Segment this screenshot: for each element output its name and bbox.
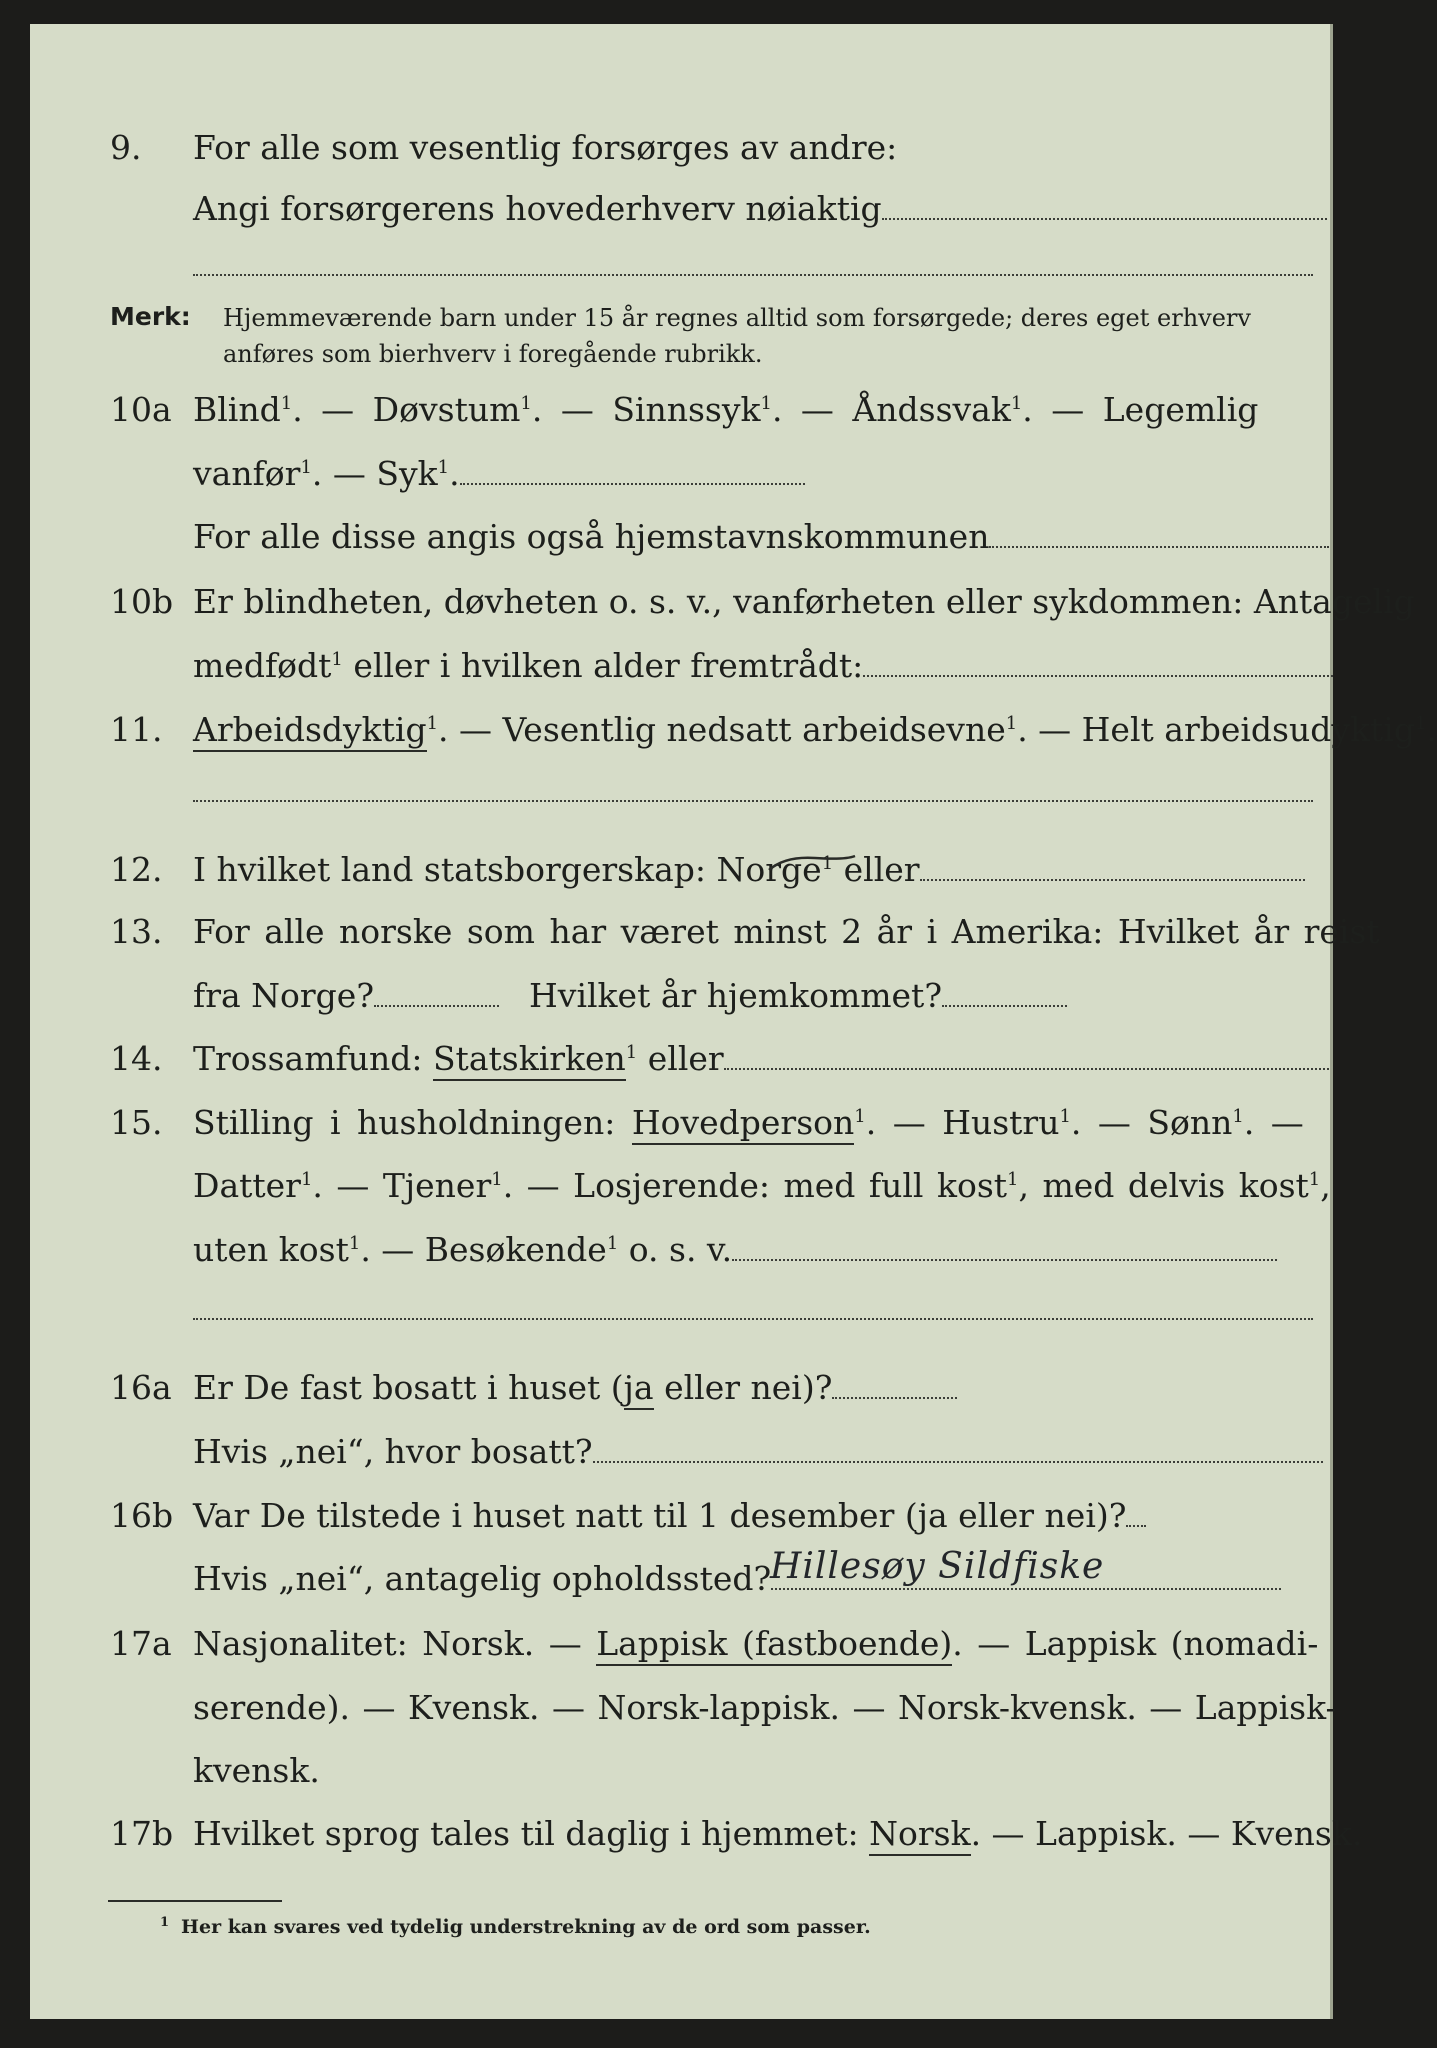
q16b-tilstede: Var De tilstede i huset natt til 1 desember (ja eller nei)? — [193, 1496, 1127, 1535]
q13-hjemkommet: Hvilket år hjemkommet? — [529, 976, 943, 1015]
q13-number: 13. — [110, 912, 163, 951]
q10a-hjemstavn: For alle disse angis også hjemstavnskommunen — [193, 517, 990, 556]
q11-udyktig: . — Helt arbeidsudyktig — [1017, 710, 1415, 749]
q14-answer-line[interactable] — [724, 1067, 1329, 1070]
q10a-sinnssyk: . — Sinnssyk — [531, 390, 761, 429]
q15-hustru: . — Hustru — [865, 1103, 1060, 1142]
q15-datter: Datter — [193, 1166, 301, 1205]
q11-number: 11. — [110, 710, 163, 749]
q14-text: Trossamfund: — [193, 1039, 433, 1078]
q17a-text-3: kvensk. — [193, 1751, 320, 1790]
q15-tjener: . — Tjener — [312, 1166, 492, 1205]
q15-sonn: . — Sønn — [1070, 1103, 1233, 1142]
q17a-number: 17a — [110, 1624, 172, 1663]
q12-number: 12. — [110, 850, 163, 889]
q9-answer-line-2[interactable] — [193, 274, 1313, 276]
q16a-number: 16a — [110, 1368, 172, 1407]
q10b-answer-line[interactable] — [863, 674, 1333, 677]
q14-statskirken[interactable]: Statskirken — [433, 1039, 626, 1081]
q16b-answer-line[interactable] — [1126, 1524, 1146, 1527]
q17b-norsk[interactable]: Norsk — [869, 1814, 970, 1856]
q16a-ja[interactable]: ja — [624, 1368, 654, 1410]
q9-answer-line[interactable] — [882, 217, 1327, 220]
footnote-rule — [108, 1900, 282, 1902]
q16a-answer-line[interactable] — [832, 1396, 957, 1399]
q10a-vanfor: vanfør — [193, 454, 301, 493]
q15-besokende: . — Besøkende — [360, 1230, 607, 1269]
q10a-andssvak: . — Åndssvak — [771, 390, 1011, 429]
q15-hovedperson[interactable]: Hovedperson — [632, 1103, 854, 1145]
q11-nedsatt: . — Vesentlig nedsatt arbeidsevne — [438, 710, 1006, 749]
footnote-text: Her kan svares ved tydelig understrekning av de ord som passer. — [181, 1916, 871, 1938]
q16a-bosatt-line[interactable] — [593, 1460, 1323, 1463]
q10a-hjemstavn-line[interactable] — [989, 545, 1329, 548]
q16b-handwritten-answer[interactable]: Hillesøy Sildfiske — [770, 1546, 1105, 1587]
q10b-medfodt: medfødt — [193, 646, 332, 685]
q9-text: For alle som vesentlig forsørges av andre: — [193, 128, 898, 167]
q10a-answer-line[interactable] — [460, 482, 805, 485]
q11-arbeidsdyktig[interactable]: Arbeidsdyktig — [193, 710, 427, 752]
q9-number: 9. — [110, 128, 142, 167]
q15-losjerende: . — Losjerende: med full kost — [502, 1166, 1008, 1205]
q13-reist-line[interactable] — [374, 1004, 499, 1007]
q10b-number: 10b — [110, 582, 174, 621]
q17a-text-2: serende). — Kvensk. — Norsk-lappisk. — Norsk-kvensk. — Lappisk- — [193, 1688, 1337, 1727]
q10a-number: 10a — [110, 390, 172, 429]
merk-text-1: Hjemmeværende barn under 15 år regnes alltid som forsørgede; deres eget erhverv — [223, 304, 1251, 332]
footnote: $^1$ Her kan svares ved tydelig understrekning av de ord som passer. — [160, 1914, 871, 1938]
q12-answer-line[interactable] — [920, 878, 1305, 881]
q16b-opholdssted: Hvis „nei“, antagelig opholdssted? — [193, 1559, 772, 1598]
q9-text-2: Angi forsørgerens hovederhverv nøiaktig — [193, 189, 882, 228]
q14-number: 14. — [110, 1039, 163, 1078]
merk-label: Merk: — [110, 302, 191, 331]
q15-stilling: Stilling i husholdningen: — [193, 1103, 632, 1142]
q17b-number: 17b — [110, 1814, 174, 1853]
q13-text: For alle norske som har været minst 2 år i Amerika: Hvilket år reist — [193, 912, 1380, 951]
q11-answer-line[interactable] — [193, 800, 1313, 802]
q15-answer-line[interactable] — [732, 1258, 1277, 1261]
handwritten-mark-norge — [765, 850, 860, 880]
q12-text: I hvilket land statsborgerskap: — [193, 850, 717, 889]
q13-reist: fra Norge? — [193, 976, 375, 1015]
q10b-text: Er blindheten, døvheten o. s. v., vanførheten eller sykdommen: Antagelig — [193, 582, 1415, 621]
q13-hjemkommet-line[interactable] — [942, 1004, 1067, 1007]
census-form-page: 9. For alle som vesentlig forsørges av andre: Angi forsørgerens hovederhverv nøiaktig Merk: Hjemmeværende barn under 15 år regnes alltid som forsørgede; deres eget erhverv anføres som bierhverv i foregående rubrikk. 10a Blind$^1$. — Døvstum$^1$. — Sinnssyk$^1$. — Åndssvak$^1$. — Legemlig vanfør$^1$. — Syk$^1$. For alle disse angis også hjemstavnskommunen 10b Er blindheten, døvheten o. s. v., vanførheten eller sykdommen: Antagelig medfødt$^1$ eller i hvilken alder fremtrådt: 11. Arbeidsdyktig$^1$. — Vesentlig nedsatt arbeidsevne$^1$. — Helt arbeidsudyktig$^1$. 12. I hvilket land statsborgerskap: Norge$^1$ eller 13. For alle norske som har været minst 2 år i Amerika: Hvilket år reist fra Norge? Hvilket år hjemkommet? 14. Trossamfund: Statskirken$^1$ eller 15. Stilling i husholdningen: Hovedperson$^1$. — Hustru$^1$. — Sønn$^1$. — Datter$^1$. — Tjener$^1$. — Losjerende: med full kost$^1$, med delvis kost$^1$, uten kost$^1$. — Besøkende$^1$ o. s. v. 16a Er De fast bosatt i huset (ja eller nei)? Hvis „nei“, hvor bosatt? 16b Var De tilstede i huset natt til 1 desember (ja eller nei)? Hvis „nei“, antagelig opholdssted? Hillesøy Sildfiske 17a Nasjonalitet: Norsk. — Lappisk (fastboende). — Lappisk (nomadi- serende). — Kvensk. — Norsk-lappisk. — Norsk-kvensk. — Lappisk- kvensk. 17b Hvilket sprog tales til daglig i hjemmet: Norsk. — Lappisk. — Kvensk. $^1$ Her kan svares ved tydelig understrekning av de ord som passer. — [30, 24, 1333, 2019]
q10a-dovstum: . — Døvstum — [292, 390, 521, 429]
q16b-number: 16b — [110, 1496, 174, 1535]
q15-uten-kost: uten kost — [193, 1230, 349, 1269]
q10a-blind: Blind — [193, 390, 281, 429]
q16b-opholdssted-line[interactable] — [771, 1587, 1281, 1590]
merk-text-2: anføres som bierhverv i foregående rubrikk. — [223, 340, 763, 368]
q15-delvis: , med delvis kost — [1018, 1166, 1309, 1205]
q15-answer-line-2[interactable] — [193, 1318, 1313, 1320]
q15-number: 15. — [110, 1103, 163, 1142]
q10b-alder: eller i hvilken alder fremtrådt: — [342, 646, 864, 685]
q12-norge[interactable]: Norge — [716, 850, 822, 889]
q10a-legemlig: . — Legemlig — [1022, 390, 1259, 429]
q10a-syk: . — Syk — [311, 454, 438, 493]
q16a-bosatt: Hvis „nei“, hvor bosatt? — [193, 1432, 593, 1471]
q17a-lappisk-fastboende[interactable]: Lappisk (fastboende) — [596, 1624, 952, 1666]
